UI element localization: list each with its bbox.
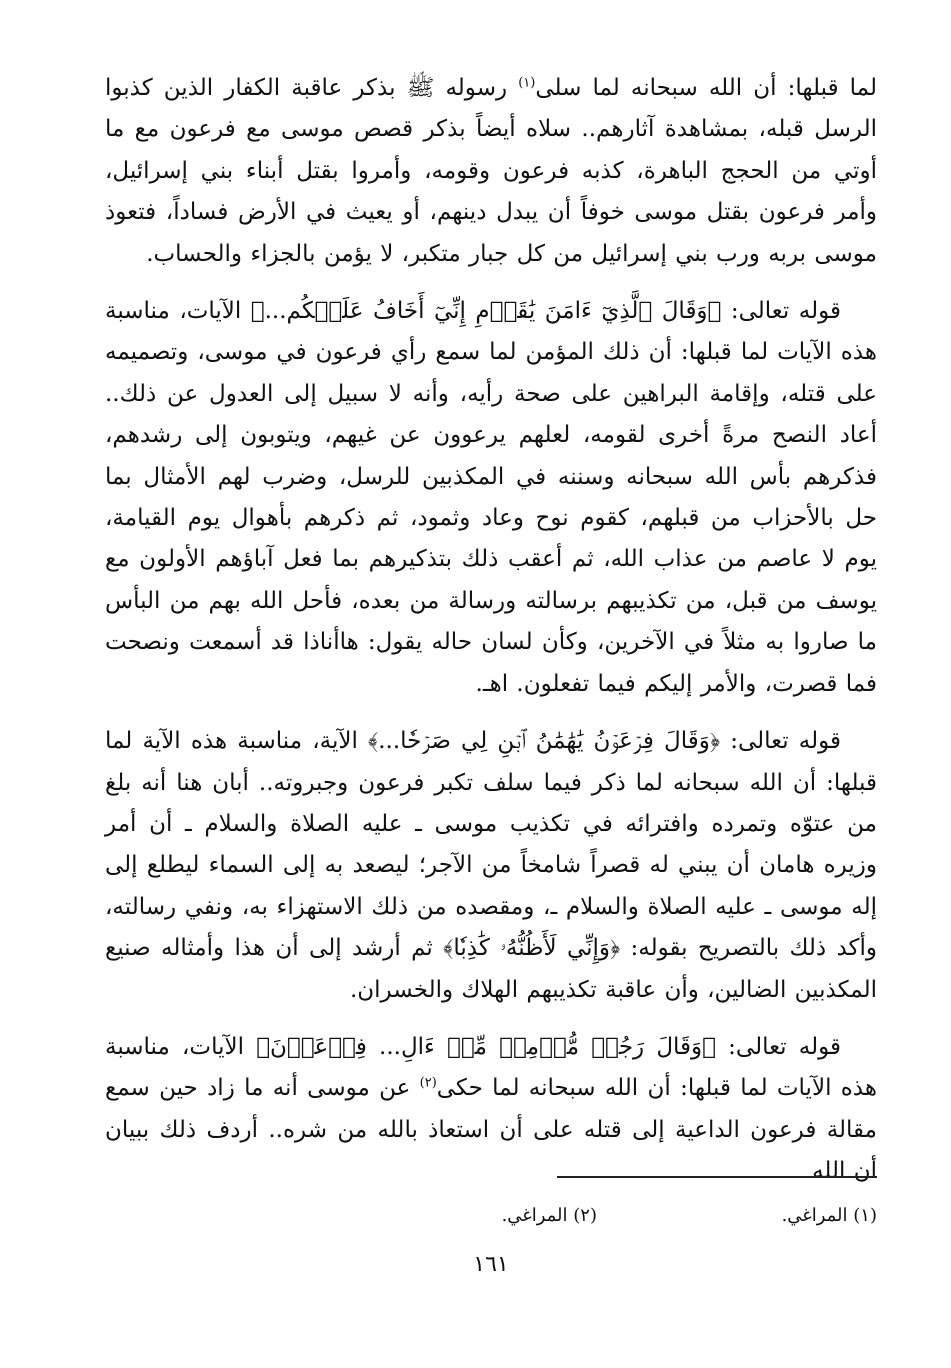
book-page [105, 68, 877, 1318]
footnotes [105, 1196, 877, 1236]
paragraph-2 [105, 291, 877, 705]
paragraph-4-text-b: عن موسى أنه ما زاد حين سمع مقالة فرعون الداعية إلى قتله على أن استعاذ بالله من شره.. أردف ذلك ببيان أن الله [105, 1075, 877, 1185]
paragraph-4 [105, 1027, 877, 1193]
footnote-ref-2[interactable]: (٢) [419, 1075, 437, 1091]
paragraph-2-text: قوله تعالى: ﴿وَقَالَ ٱلَّذِيٓ ءَامَنَ يَٰقَوۡمِ إِنِّيٓ أَخَافُ عَلَيۡكُم...﴾ الآيات، مناسبة هذه الآيات لما قبلها: أن ذلك المؤمن لما سمع رأي فرعون في موسى، وتصميمه على قتله، وإقامة البراهين على صحة رأيه، وأنه لا سبيل إلى العدول عن ذلك.. أعاد النصح مرةً أخرى لقومه، لعلهم يرعوون عن غيهم، ويتوبون إلى رشدهم، فذكرهم بأس الله سبحانه وسننه في المكذبين للرسل، وضرب لهم الأمثال بما حل بالأحزاب من قبلهم، كقوم نوح وعاد وثمود، ثم ذكرهم بأهوال يوم القيامة، يوم لا عاصم من عذاب الله، ثم أعقب ذلك بتذكيرهم بما فعل آباؤهم الأولون مع يوسف من قبل، من تكذيبهم برسالته ورسالة من بعده، فأحل الله بهم من البأس ما صاروا به مثلاً في الآخرين، وكأن لسان حاله يقول: هاأناذا قد أسمعت ونصحت فما قصرت، والأمر إليكم فيما تفعلون. اهـ. [105, 298, 878, 697]
paragraph-3-text: قوله تعالى: ﴿وَقَالَ فِرۡعَوۡنُ يَٰهَٰمَٰنُ ٱبۡنِ لِي صَرۡحٗا...﴾ الآية، مناسبة هذه الآية لما قبلها: أن الله سبحانه لما ذكر فيما سلف تكبر فرعون وجبروته.. أبان هنا أنه بلغ من عتوّه وتمرده وافترائه في تكذيب موسى ـ عليه الصلاة والسلام ـ أن أمر وزيره هامان أن يبني له قصراً شامخاً من الآجر؛ ليصعد به إلى السماء ليطلع إلى إله موسى ـ عليه الصلاة والسلام ـ، ومقصده من ذلك الاستهزاء به، ونفي رسالته، وأكد ذلك بالتصريح بقوله: ﴿وَإِنِّي لَأَظُنُّهُۥ كَٰذِبٗا﴾ ثم أرشد إلى أن هذا وأمثاله صنيع المكذبين الضالين، وأن عاقبة تكذيبهم الهلاك والخسران. [105, 728, 877, 1003]
paragraph-1 [105, 68, 877, 275]
footnote-divider [557, 1176, 877, 1178]
paragraph-3 [105, 721, 877, 1011]
footnote-2: (٢) المراغي. [501, 1205, 597, 1226]
footnote-ref-1[interactable]: (١) [518, 75, 536, 91]
paragraph-4-text-a: قوله تعالى: ﴿وَقَالَ رَجُلٞ مُّؤۡمِنٞ مِّنۡ ءَالِ... فِرۡعَوۡنَ﴾ الآيات، مناسبة هذه الآيات لما قبلها: أن الله سبحانه لما حكى [105, 1033, 878, 1102]
paragraph-1-text-b: رسوله ﷺ بذكر عاقبة الكفار الذين كذبوا الرسل قبله، بمشاهدة آثارهم.. سلاه أيضاً بذكر قصص موسى مع فرعون مع ما أوتي من الحجج الباهرة، كذبه فرعون وقومه، وأمروا بقتل أبناء بني إسرائيل، وأمر فرعون بقتل موسى خوفاً أن يبدل دينهم، أو يعيث في الأرض فساداً، فتعوذ موسى بربه ورب بني إسرائيل من كل جبار متكبر، لا يؤمن بالجزاء والحساب. [105, 75, 877, 267]
footnote-1: (١) المراغي. [781, 1205, 877, 1226]
page-number: ١٦١ [473, 1252, 509, 1277]
paragraph-1-text-a: لما قبلها: أن الله سبحانه لما سلى [535, 75, 877, 101]
